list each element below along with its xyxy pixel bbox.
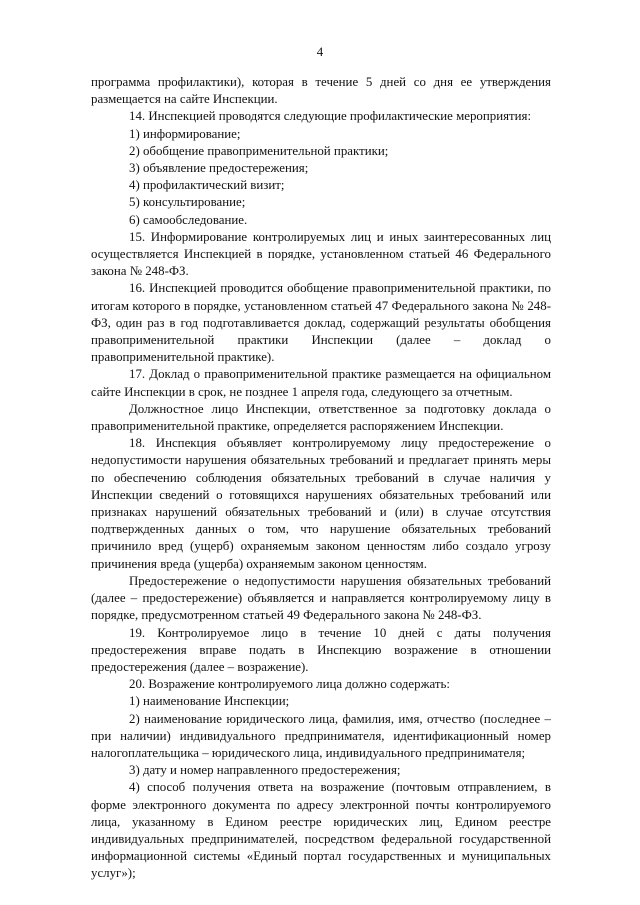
document-body — [91, 74, 551, 883]
paragraph: 4) способ получения ответа на возражение (почтовым отправлением, в форме электронного документа по адресу электронной почты контролируемого лица, указанному в Едином реестре юридических лиц, Едином реестре индивидуальных предпринимателей, посредством федеральной государственной информационной системы «Единый портал государственных и муниципальных услуг»); — [91, 780, 551, 881]
paragraph: 2) наименование юридического лица, фамилия, имя, отчество (последнее – при наличии) индивидуального предпринимателя, идентификационный номер налогоплательщика – юридического лица, индивидуального предпринимателя; — [91, 711, 551, 760]
paragraph: 14. Инспекцией проводятся следующие профилактические мероприятия: — [129, 109, 532, 124]
page-number: 4 — [316, 45, 324, 59]
paragraph: 1) наименование Инспекции; — [129, 694, 290, 709]
paragraph: Должностное лицо Инспекции, ответственное за подготовку доклада о правоприменительной практике, определяется распоряжением Инспекции. — [91, 401, 551, 434]
paragraph: 17. Доклад о правоприменительной практике размещается на официальном сайте Инспекции в срок, не позднее 1 апреля года, следующего за отчетным. — [91, 367, 551, 399]
paragraph: 4) профилактический визит; — [129, 178, 285, 193]
paragraph: 3) дату и номер направленного предостережения; — [129, 763, 401, 778]
paragraph: 20. Возражение контролируемого лица должно содержать: — [129, 677, 450, 692]
paragraph: 16. Инспекцией проводится обобщение правоприменительной практики, по итогам которого в порядке, установленном статьей 47 Федерального закона № 248-ФЗ, один раз в год подготавливается доклад, содержащий результаты обобщения правоприменительной практики Инспекции (далее – доклад о правоприменительной практике). — [91, 281, 551, 365]
paragraph: 2) обобщение правоприменительной практики; — [129, 143, 389, 158]
paragraph: 15. Информирование контролируемых лиц и иных заинтересованных лиц осуществляется Инспекцией в порядке, установленном статьей 46 Федерального закона № 248-ФЗ. — [91, 229, 551, 279]
paragraph: 18. Инспекция объявляет контролируемому лицу предостережение о недопустимости нарушения обязательных требований и предлагает принять меры по обеспечению соблюдения обязательных требований в случае наличия у Инспекции сведений о готовящихся нарушениях обязательных требований или признаках нарушений обязательных требований и (или) в случае отсутствия подтвержденных данных о том, что нарушение обязательных требований причинило вред (ущерб) охраняемым законом ценностям либо создало угрозу причинения вреда (ущерба) охраняемым законом ценностям. — [91, 436, 551, 571]
paragraph: 19. Контролируемое лицо в течение 10 дней с даты получения предостережения вправе подать в Инспекцию возражение в отношении предостережения (далее – возражение). — [91, 625, 551, 674]
paragraph: программа профилактики), которая в течение 5 дней со дня ее утверждения размещается на сайте Инспекции. — [91, 75, 551, 107]
paragraph: Предостережение о недопустимости нарушения обязательных требований (далее – предостережение) объявляется и направляется контролируемому лицу в порядке, предусмотренном статьей 49 Федерального закона № 248-ФЗ. — [91, 573, 551, 623]
paragraph: 6) самообследование. — [129, 212, 248, 227]
paragraph: 1) информирование; — [129, 126, 241, 141]
paragraph: 3) объявление предостережения; — [129, 161, 309, 176]
paragraph: 5) консультирование; — [129, 195, 246, 210]
